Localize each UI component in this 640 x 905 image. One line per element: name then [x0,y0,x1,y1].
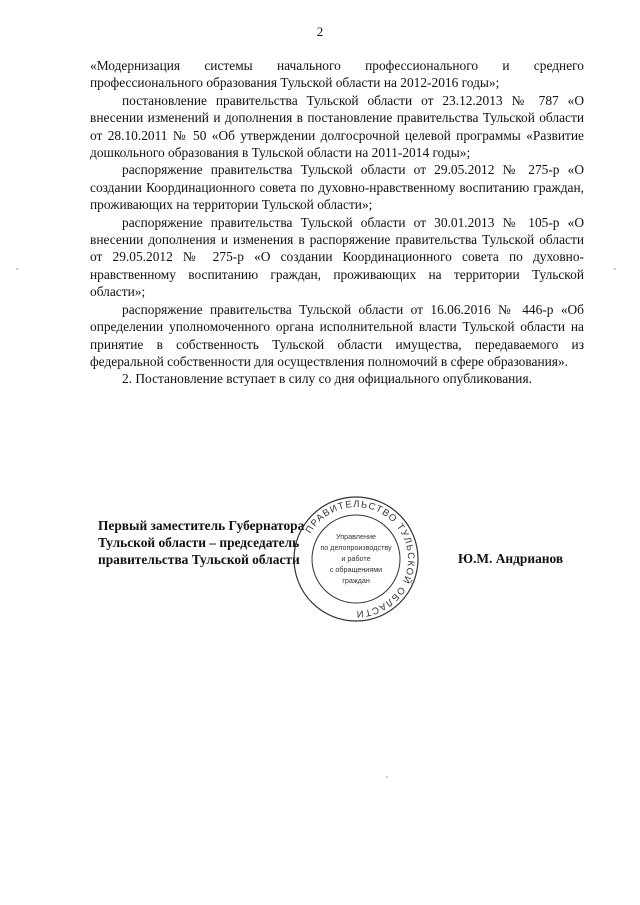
seal-inner-line: и работе [341,554,371,563]
seal-outer-text: ПРАВИТЕЛЬСТВО ТУЛЬСКОЙ ОБЛАСТИ [303,498,417,620]
paragraph: постановление правительства Тульской области от 23.12.2013 № 787 «О внесении изменений и дополнения в постановление правительства Тульской области от 28.10.2011 № 50 «Об утверждении долгосрочной целевой программы «Развитие дошкольного образования в Тульской области на 2011-2014 годы»; [90,92,584,161]
official-seal [292,495,420,623]
signer-title-line: Первый заместитель Губернатора [98,518,305,533]
scan-speck [386,776,388,778]
document-body [90,57,584,388]
paragraph: распоряжение правительства Тульской области от 16.06.2016 № 446-р «Об определении уполномоченного органа исполнительной власти Тульской области на принятие в собственность Тульской области имущества, передаваемого из федеральной собственности для осуществления полномочий в сфере образования». [90,301,584,369]
paragraph: распоряжение правительства Тульской области от 30.01.2013 № 105-р «О внесении дополнения и изменения в распоряжение правительства Тульской области от 29.05.2012 № 275-р «О создании Координационного совета по духовно-нравственному воспитанию граждан, проживающих на территории Тульской области»; [90,214,584,300]
signer-title-line: правительства Тульской области [98,552,300,567]
scan-speck [16,268,18,270]
page-number: 2 [316,24,324,39]
scan-speck [614,268,616,270]
paragraph: «Модернизация системы начального профессионального и среднего профессионального образования Тульской области на 2012-2016 годы»; [90,58,584,91]
paragraph: распоряжение правительства Тульской области от 29.05.2012 № 275-р «О создании Координационного совета по духовно-нравственному воспитанию граждан, проживающих на территории Тульской области»; [90,162,584,213]
signer-title-line: Тульской области – председатель [98,535,300,550]
seal-inner-line: граждан [342,576,370,585]
seal-inner-line: по делопроизводству [320,543,392,552]
seal-inner-line: с обращениями [329,565,383,574]
signature-block [98,517,304,568]
signer-name: Ю.М. Андрианов [458,551,564,566]
paragraph: 2. Постановление вступает в силу со дня официального опубликования. [122,371,532,387]
seal-inner-line: Управление [336,532,376,541]
